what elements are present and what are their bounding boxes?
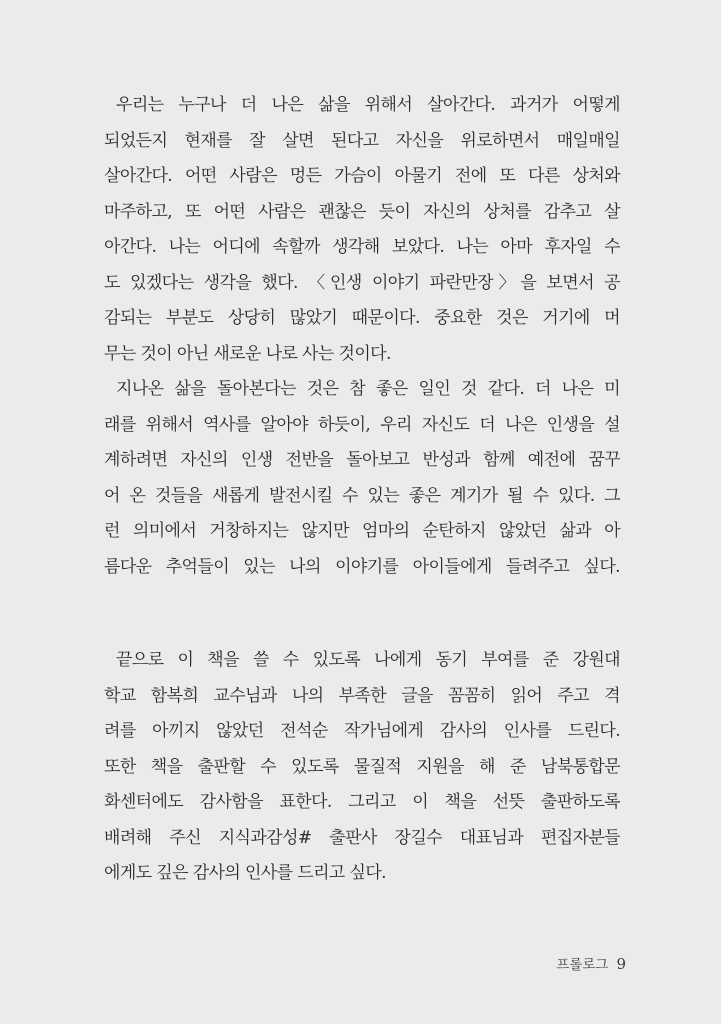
- text-line: 려를 아끼지 않았던 전석순 작가님에게 감사의 인사를 드린다.: [104, 721, 620, 741]
- text-line: 또한 책을 출판할 수 있도록 물질적 지원을 해 준 남북통합문: [104, 756, 620, 777]
- page-number: 9: [616, 955, 626, 973]
- text-line: 름다운 추억들이 있는 나의 이야기를 아이들에게 들려주고 싶다.: [104, 556, 620, 577]
- text-line: 살아간다. 어떤 사람은 멍든 가슴이 아물기 전에 또 다른 상처와: [104, 166, 620, 186]
- text-line: 화센터에도 감사함을 표한다. 그리고 이 책을 선뜻 출판하도록: [104, 792, 620, 812]
- text-line: 도 있겠다는 생각을 했다. 〈인생 이야기 파란만장〉을 보면서 공: [104, 272, 620, 293]
- text-line: 래를 위해서 역사를 알아야 하듯이, 우리 자신도 더 나은 인생을 설: [104, 414, 620, 435]
- text-line: 배려해 주신 지식과감성# 출판사 장길수 대표님과 편집자분들: [104, 827, 620, 848]
- page-footer: [556, 953, 626, 973]
- text-line: 끝으로 이 책을 쓸 수 있도록 나에게 동기 부여를 준 강원대: [116, 650, 620, 670]
- prologue-section-2: [104, 643, 620, 892]
- text-line: 무는 것이 아닌 새로운 나로 사는 것이다.: [104, 343, 391, 364]
- text-line: 우리는 누구나 더 나은 삶을 위해서 살아간다. 과거가 어떻게: [116, 95, 620, 115]
- text-line: 감되는 부분도 상당히 많았기 때문이다. 중요한 것은 거기에 머: [104, 308, 620, 328]
- text-line: 런 의미에서 거창하지는 않지만 엄마의 순탄하지 않았던 삶과 아: [104, 521, 620, 541]
- text-line: 되었든지 현재를 잘 살면 된다고 자신을 위로하면서 매일매일: [104, 130, 620, 151]
- text-line: 마주하고, 또 어떤 사람은 괜찮은 듯이 자신의 상처를 감추고 살: [104, 201, 620, 222]
- text-line: 계하려면 자신의 인생 전반을 돌아보고 반성과 함께 예전에 꿈꾸: [104, 450, 620, 470]
- text-line: 어 온 것들을 새롭게 발전시킬 수 있는 좋은 계기가 될 수 있다. 그: [104, 485, 620, 506]
- text-line: 학교 함복희 교수님과 나의 부족한 글을 꼼꼼히 읽어 주고 격: [104, 685, 620, 706]
- text-line: 에게도 깊은 감사의 인사를 드리고 싶다.: [104, 863, 386, 883]
- text-line: 아간다. 나는 어디에 속할까 생각해 보았다. 나는 아마 후자일 수: [104, 237, 620, 257]
- running-section-title: 프롤로그: [556, 957, 609, 973]
- prologue-section-1: [104, 88, 620, 585]
- text-line: 지나온 삶을 돌아본다는 것은 참 좋은 일인 것 같다. 더 나은 미: [116, 379, 620, 399]
